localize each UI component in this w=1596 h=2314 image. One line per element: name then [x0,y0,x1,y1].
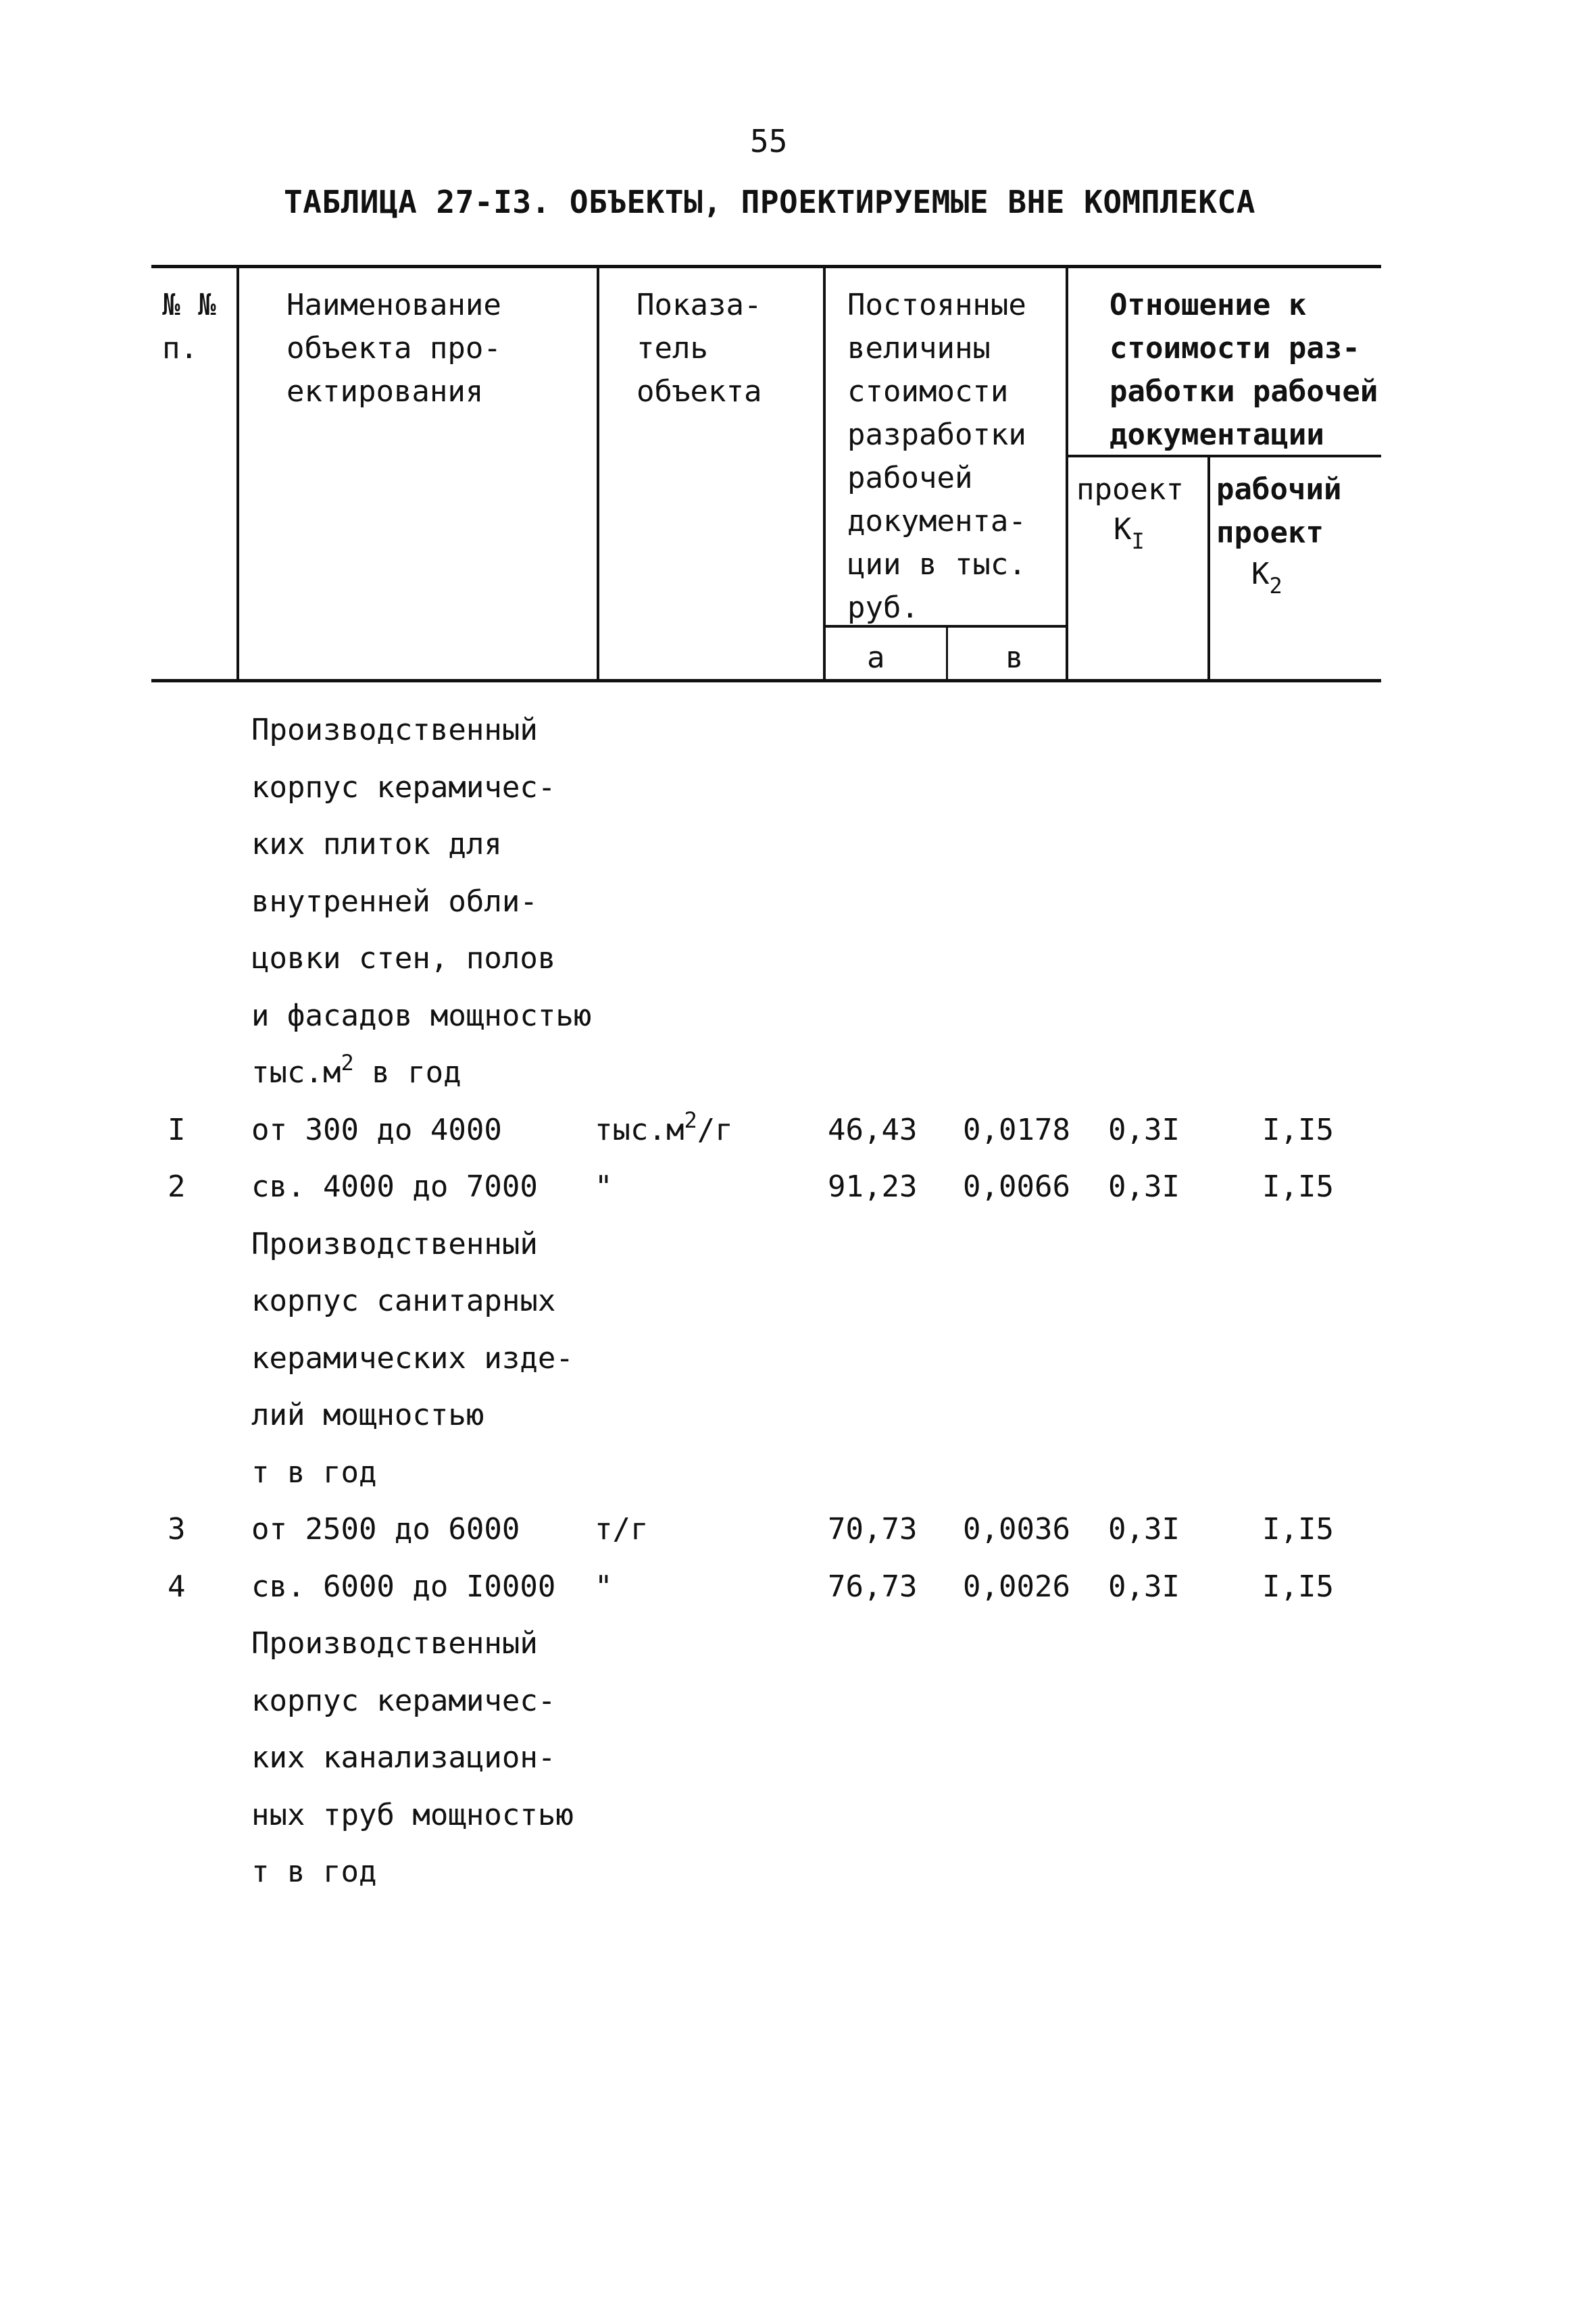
object-description-line: цовки стен, полов [251,941,556,976]
row-indicator-text: т/г [595,1512,649,1546]
row-number: 3 [168,1512,186,1546]
row-k1: 0,3I [1108,1512,1180,1546]
row-value-b: 0,0036 [963,1512,1070,1546]
row-range: св. 4000 до 7000 [251,1169,538,1204]
header-k2 [1251,553,1282,598]
header-k1-base: К [1114,512,1132,547]
object-description-line: ных труб мощностью [251,1797,574,1832]
header-indicator [637,284,762,413]
object-description-line: ких плиток для [251,827,502,861]
row-value-a: 70,73 [828,1512,918,1546]
object-description-line: т в год [251,1855,377,1889]
page-number: 55 [750,123,788,159]
row-indicator [595,1569,613,1604]
col-divider-4 [1066,265,1068,680]
object-description-line: керамических изде- [251,1340,574,1376]
object-description-line: внутренней обли- [251,884,538,919]
row-number: 2 [168,1169,186,1204]
header-project: проект [1076,472,1184,507]
row-value-a: 91,23 [828,1169,918,1204]
col-divider-3 [823,265,826,680]
header-ratio [1109,284,1378,457]
row-indicator-post: /г [697,1112,733,1147]
header-indicator-line: Показа- [637,288,762,322]
row-number: 4 [168,1569,186,1604]
header-working-line: проект [1216,515,1324,550]
object-unit-line-text: тыс.м [251,1055,341,1090]
header-constants-line: стоимости [847,374,1009,409]
col-divider-1 [236,265,239,680]
row-k2: I,I5 [1262,1169,1334,1204]
header-col-b: в [1005,640,1024,675]
row-indicator-sup: 2 [684,1107,697,1133]
header-constants [847,284,1026,630]
header-name-line: Наименование [286,288,501,322]
header-num-line: п. [162,331,198,366]
header-name [286,284,501,413]
row-value-b: 0,0066 [963,1169,1070,1204]
row-indicator [595,1169,613,1204]
header-ratio-line: стоимости раз- [1109,331,1360,366]
header-constants-line: разработки [847,418,1026,452]
row-indicator-text: " [595,1169,613,1204]
row-range: св. 6000 до I0000 [251,1569,556,1604]
col-divider-2 [597,265,599,680]
row-k1: 0,3I [1108,1169,1180,1204]
row-k2: I,I5 [1262,1112,1334,1147]
object-unit-line [251,1050,462,1090]
col-divider-ab [946,625,948,680]
object-description-line: лий мощностью [251,1398,484,1432]
header-k1 [1114,508,1145,553]
header-k2-sub: 2 [1269,573,1282,599]
object-description-line: корпус керамичес- [251,770,556,805]
header-name-line: объекта про- [286,331,501,366]
row-indicator-text: тыс.м [595,1112,684,1147]
row-k1: 0,3I [1108,1112,1180,1147]
row-value-a: 46,43 [828,1112,918,1147]
table-title: ТАБЛИЦА 27-I3. ОБЪЕКТЫ, ПРОЕКТИРУЕМЫЕ ВНЕ КОМПЛЕКСА [284,184,1255,220]
object-unit-line-post: в год [353,1055,462,1090]
object-description-line: корпус керамичес- [251,1683,556,1718]
row-range: от 300 до 4000 [251,1112,502,1147]
header-ratio-line: Отношение к [1109,288,1307,322]
col-divider-k [1207,455,1210,680]
header-indicator-line: тель [637,331,708,366]
row-range: от 2500 до 6000 [251,1512,520,1546]
object-description-line: т в год [251,1455,377,1490]
row-value-b: 0,0026 [963,1569,1070,1604]
row-k2: I,I5 [1262,1569,1334,1604]
header-constants-line: ции в тыс. [847,547,1026,582]
header-num [162,284,216,370]
header-num-line: № № [162,288,216,322]
row-value-a: 76,73 [828,1569,918,1604]
row-number: I [168,1112,186,1147]
row-indicator [595,1107,733,1147]
header-constants-line: Постоянные [847,288,1026,322]
header-constants-line: руб. [847,590,919,625]
object-description-line: Производственный [251,1626,538,1661]
object-description-line: корпус санитарных [251,1284,556,1318]
table-top-rule [151,265,1381,268]
row-indicator [595,1512,648,1546]
header-working-project [1216,468,1341,555]
header-k2-base: К [1251,557,1270,591]
header-ratio-line: документации [1109,418,1324,452]
header-indicator-line: объекта [637,374,762,409]
header-constants-line: величины [847,331,991,366]
table-header-bottom-rule [151,679,1381,682]
header-ratio-line: работки рабочей [1109,374,1378,409]
object-description-line: и фасадов мощностью [251,998,592,1033]
row-k2: I,I5 [1262,1512,1334,1546]
row-k1: 0,3I [1108,1569,1180,1604]
row-value-b: 0,0178 [963,1112,1070,1147]
header-name-line: ектирования [286,374,484,409]
header-constants-line: документа- [847,504,1026,538]
header-k1-sub: I [1131,528,1145,554]
header-working-line: рабочий [1216,472,1342,507]
object-unit-line-sup: 2 [341,1050,354,1076]
header-col-a: а [867,640,885,675]
object-description-line: Производственный [251,713,538,747]
object-description-line: ких канализацион- [251,1740,556,1775]
object-description-line: Производственный [251,1226,538,1261]
row-indicator-text: " [595,1569,613,1604]
header-constants-line: рабочей [847,461,973,495]
